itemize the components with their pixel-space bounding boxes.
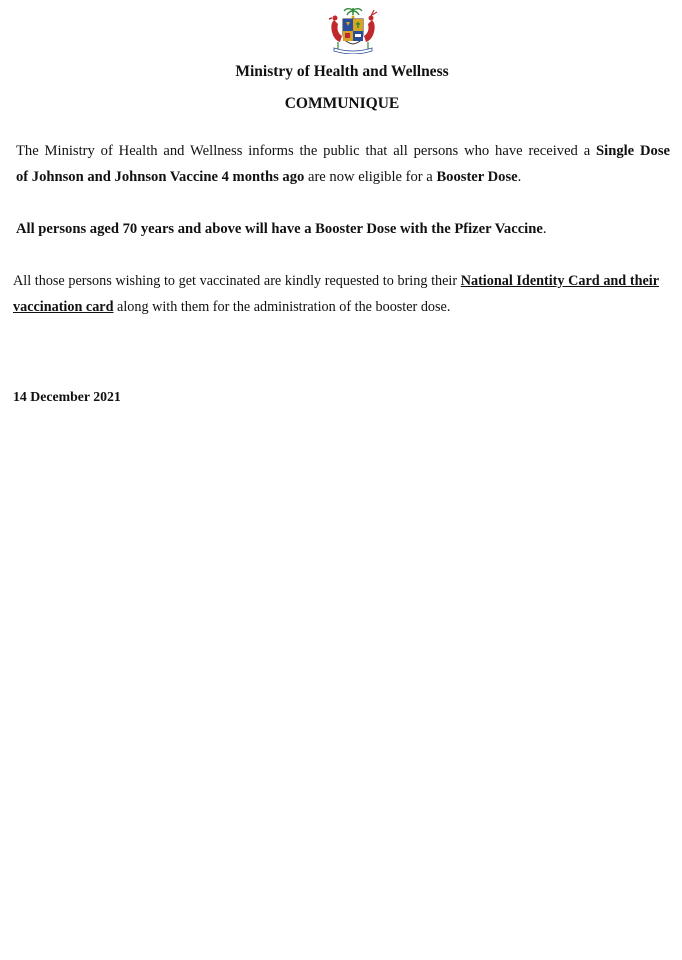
punctuation: . [517, 169, 522, 185]
document-type-title: COMMUNIQUE [284, 95, 400, 112]
emphasis-text: Booster Dose [436, 169, 518, 185]
paragraph-text: are now eligible for a [307, 169, 433, 185]
underlined-text: vaccination card [13, 299, 114, 315]
ministry-title: Ministry of Health and Wellness [235, 63, 449, 80]
paragraph-line [13, 268, 659, 294]
underlined-text: National Identity Card and their [460, 273, 659, 289]
instructions-paragraph [13, 268, 659, 320]
emphasis-text: of Johnson and Johnson Vaccine 4 months ago [16, 169, 305, 185]
coat-of-arms-icon [324, 6, 382, 54]
emphasis-text: All persons aged 70 years and above will have a Booster Dose with the Pfizer Vaccine [16, 221, 543, 237]
paragraph-text: All those persons wishing to get vaccinated are kindly requested to bring their [13, 273, 458, 289]
document-date: 14 December 2021 [13, 389, 121, 404]
punctuation: . [542, 221, 547, 237]
paragraph-text: The Ministry of Health and Wellness informs the public that all persons who have received a [16, 143, 591, 159]
age-eligibility-paragraph [16, 216, 670, 242]
paragraph-text: along with them for the administration of the booster dose. [117, 299, 451, 315]
paragraph-line [16, 138, 670, 164]
emphasis-text: Single Dose [596, 143, 671, 159]
announcement-paragraph [16, 138, 670, 190]
